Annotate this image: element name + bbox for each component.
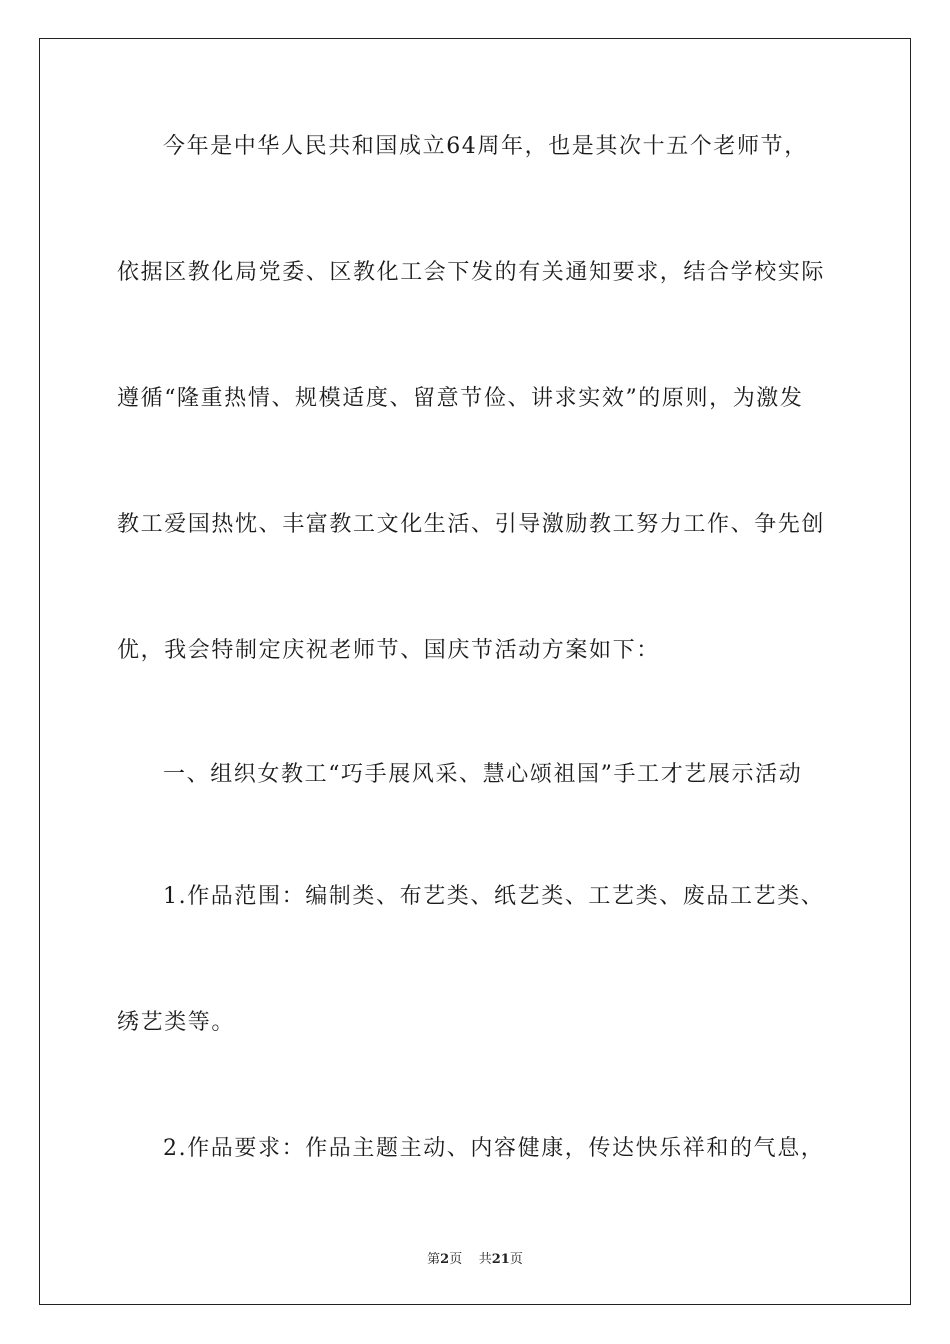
page-frame — [39, 38, 911, 1305]
paragraph-line: 优，我会特制定庆祝老师节、国庆节活动方案如下： — [117, 638, 660, 663]
total-prefix: 共 — [478, 1252, 492, 1267]
page-suffix: 页 — [449, 1252, 463, 1267]
total-suffix: 页 — [509, 1252, 523, 1267]
paragraph-line: 教工爱国热忱、丰富教工文化生活、引导激励教工努力工作、争先创 — [117, 512, 826, 537]
page-prefix: 第 — [427, 1252, 441, 1267]
list-item: 2.作品要求：作品主题主动、内容健康，传达快乐祥和的气息， — [163, 1136, 825, 1161]
page-footer — [0, 1248, 950, 1267]
page-number: 2 — [440, 1252, 450, 1267]
total-pages: 21 — [491, 1252, 510, 1267]
list-item: 1.作品范围：编制类、布艺类、纸艺类、工艺类、废品工艺类、 — [163, 884, 825, 909]
paragraph-line: 今年是中华人民共和国成立64周年，也是其次十五个老师节， — [163, 134, 808, 159]
list-item-continuation: 绣艺类等。 — [117, 1010, 236, 1035]
section-heading: 一、组织女教工“巧手展风采、慧心颂祖国”手工才艺展示活动 — [163, 762, 803, 787]
paragraph-line: 依据区教化局党委、区教化工会下发的有关通知要求，结合学校实际 — [117, 260, 826, 285]
paragraph-line: 遵循“隆重热情、规模适度、留意节俭、讲求实效”的原则，为激发 — [117, 386, 804, 411]
